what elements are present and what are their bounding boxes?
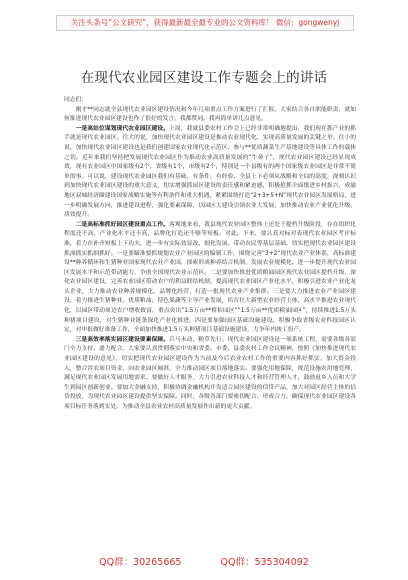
- qq-group-2: QQ群：535304092: [220, 557, 309, 568]
- promo-banner: 关注头条号“公文研究”，获得最新最全最专业的公文资料库！ 微信：gongwenyj: [56, 15, 354, 31]
- salutation: 同志们：: [64, 97, 88, 103]
- qq-group-1: QQ群：30265665: [99, 557, 182, 568]
- paragraph-lead: 三是高效率落实园区建设要素保障。: [75, 336, 170, 343]
- paragraph-text: 刚才**同志就全县现代农业园区建设情况和今年几项重点工作方案进行了汇报，大家结合各自职能职责，就如何推进现代农业园区建设也作了很好的发言，我都赞同。我再简单讲几点意见。: [64, 106, 356, 123]
- paragraph-text: 上周，我就县委农村工作会上已经非常明确地提出，我们现在抓产业的抓手就是现代农业园区。往大的说，加快现代农业园区建设是推动农业现代化、实现高质量发展的关键之举；往小的说，加快现代农业园区建设也是我们创建国家农业现代化示范区、参与**优质蔬菜生产基地建设等具体工作的载体之钥。近年来我们坚持把发展现代农业园区作为推动农业高质量发展的“牛鼻子”，现代农业园区建设已经显现成效，现有农业园区中国家级有2个，省级有1个，市级有2个，特别是一个县级有的两个国家级农业园区是非常不简单的事。可以说，建设现代农业园区我们有基础，有条件，有经验，全县上下必须从战略和全局的高度，深刻认识到加快现代农业园区建设的重大意义，切实增强抓园区建设的责任感和紧迫感，积极抢抓全面推进乡村振兴、成渝地区双城经济圈建设国家战略实施等有利条件和重大机遇，紧紧围绕打造“2+3+5+N”现代农业园区发展格局，进一步明确发展方向，推进建设进程，强化要素保障，以园区大建设引领农业大发展，加快推动农业产业优化升级、质效提升。: [64, 125, 356, 219]
- paragraph-lead: 一是高站位谋划现代农业园区建设。: [75, 125, 170, 132]
- paragraph-point-one: [64, 125, 356, 221]
- document-body: [64, 96, 356, 413]
- paragraph-text: 客观地来看，我县现代农业园区整体上还处于提档升级阶段，存在组织化程度还不高，产业化水平还不高，品牌化打造还不够等短板，对此，下来，要认真对标对表现代农业园区考评标准，着力在补齐短板上下功夫，进一步有实际效显改、细化发展、带动农民等基层基础，切实把现代农业园区建设抓深抓实抓细抓好。一是要瞄准要抓规划农业产业园区的编制工作，围绕完善“3+2”现代农业产业体系，高标准建设**种养循环和生猪种业国家现代农业产业园，探索形成种养结合机制，发展农业规模化、进一步提升现代农业园区发展水平和示范带动能力，争创全国现代农业示范区。二是要加快推进优质粮油园区现代农业园区提档升级，深化农业园区建设，完善农业园区带动农户的利益联结机制，提高现代农业园区产业化水平，积极引进农业产业化龙头企业，大力推动农业种养规模化、品牌化经营，打造一批现代农业产业集群。三是要大力推进农业产业园区建设，着力推进生猪种业、优质粮油、特色果蔬等主导产业发展，培育壮大新型农业经营主体，高水平推进农业现代化，以园区带动周边农户增收致富，重点突出“1.5万亩**柑桔园区”“1.5万亩**优质粮油园区”，持续推进1.5万头种猪项目建设，对生猪种业链条深化产业化推进。四是要加强园区基础设施建设，积极争取省级农业科技园区认定，对申报做好准备工作，全面加快推进1.5万头种猪项目基础设施建设，力争年内竣工投产。: [64, 221, 356, 334]
- contact-footer: [0, 554, 408, 568]
- paragraph-lead: 二是高标准抓好园区建设重点工作。: [75, 221, 170, 228]
- paragraph-point-two: [64, 221, 356, 336]
- document-title: 在现代农业园区建设工作专题会上的讲话: [80, 70, 328, 86]
- paragraph-text: 兵马未动，粮草先行。现代农业园区建设是一项系统工程，需要各级各部门全力支持、通力配合，大家要认真贯彻落实中央和省委、市委、县委农村工作会议精神，按照《加快推进现代农业园区建设的意见》，切实把现代农业园区建设作为当前及今后农业农村工作的重要内容抓好抓实，加大资金投入，整合涉农项目资金，向农业园区倾斜，全力推动园区项目落地落实。要强化用地保障，规范设施农用地管理，满足现代农业园区发展用地需求。要做好人才服务，大力引进农业科技人才和经营管理人才，鼓励返乡人员和大学生到园区创新创业。要加大金融支持，积极协调金融机构开发适合园区建设的信贷产品，加大对园区经营主体的信贷投放，为现代农业园区建设提供坚实保障。同时，各级各部门要密切配合、形成合力，确保现代农业园区建设各项目标任务落到实处，为推动全县农业农村高质量发展作出新的更大贡献。: [64, 336, 356, 410]
- paragraph-intro: [64, 106, 356, 125]
- paragraph-point-three: [64, 336, 356, 413]
